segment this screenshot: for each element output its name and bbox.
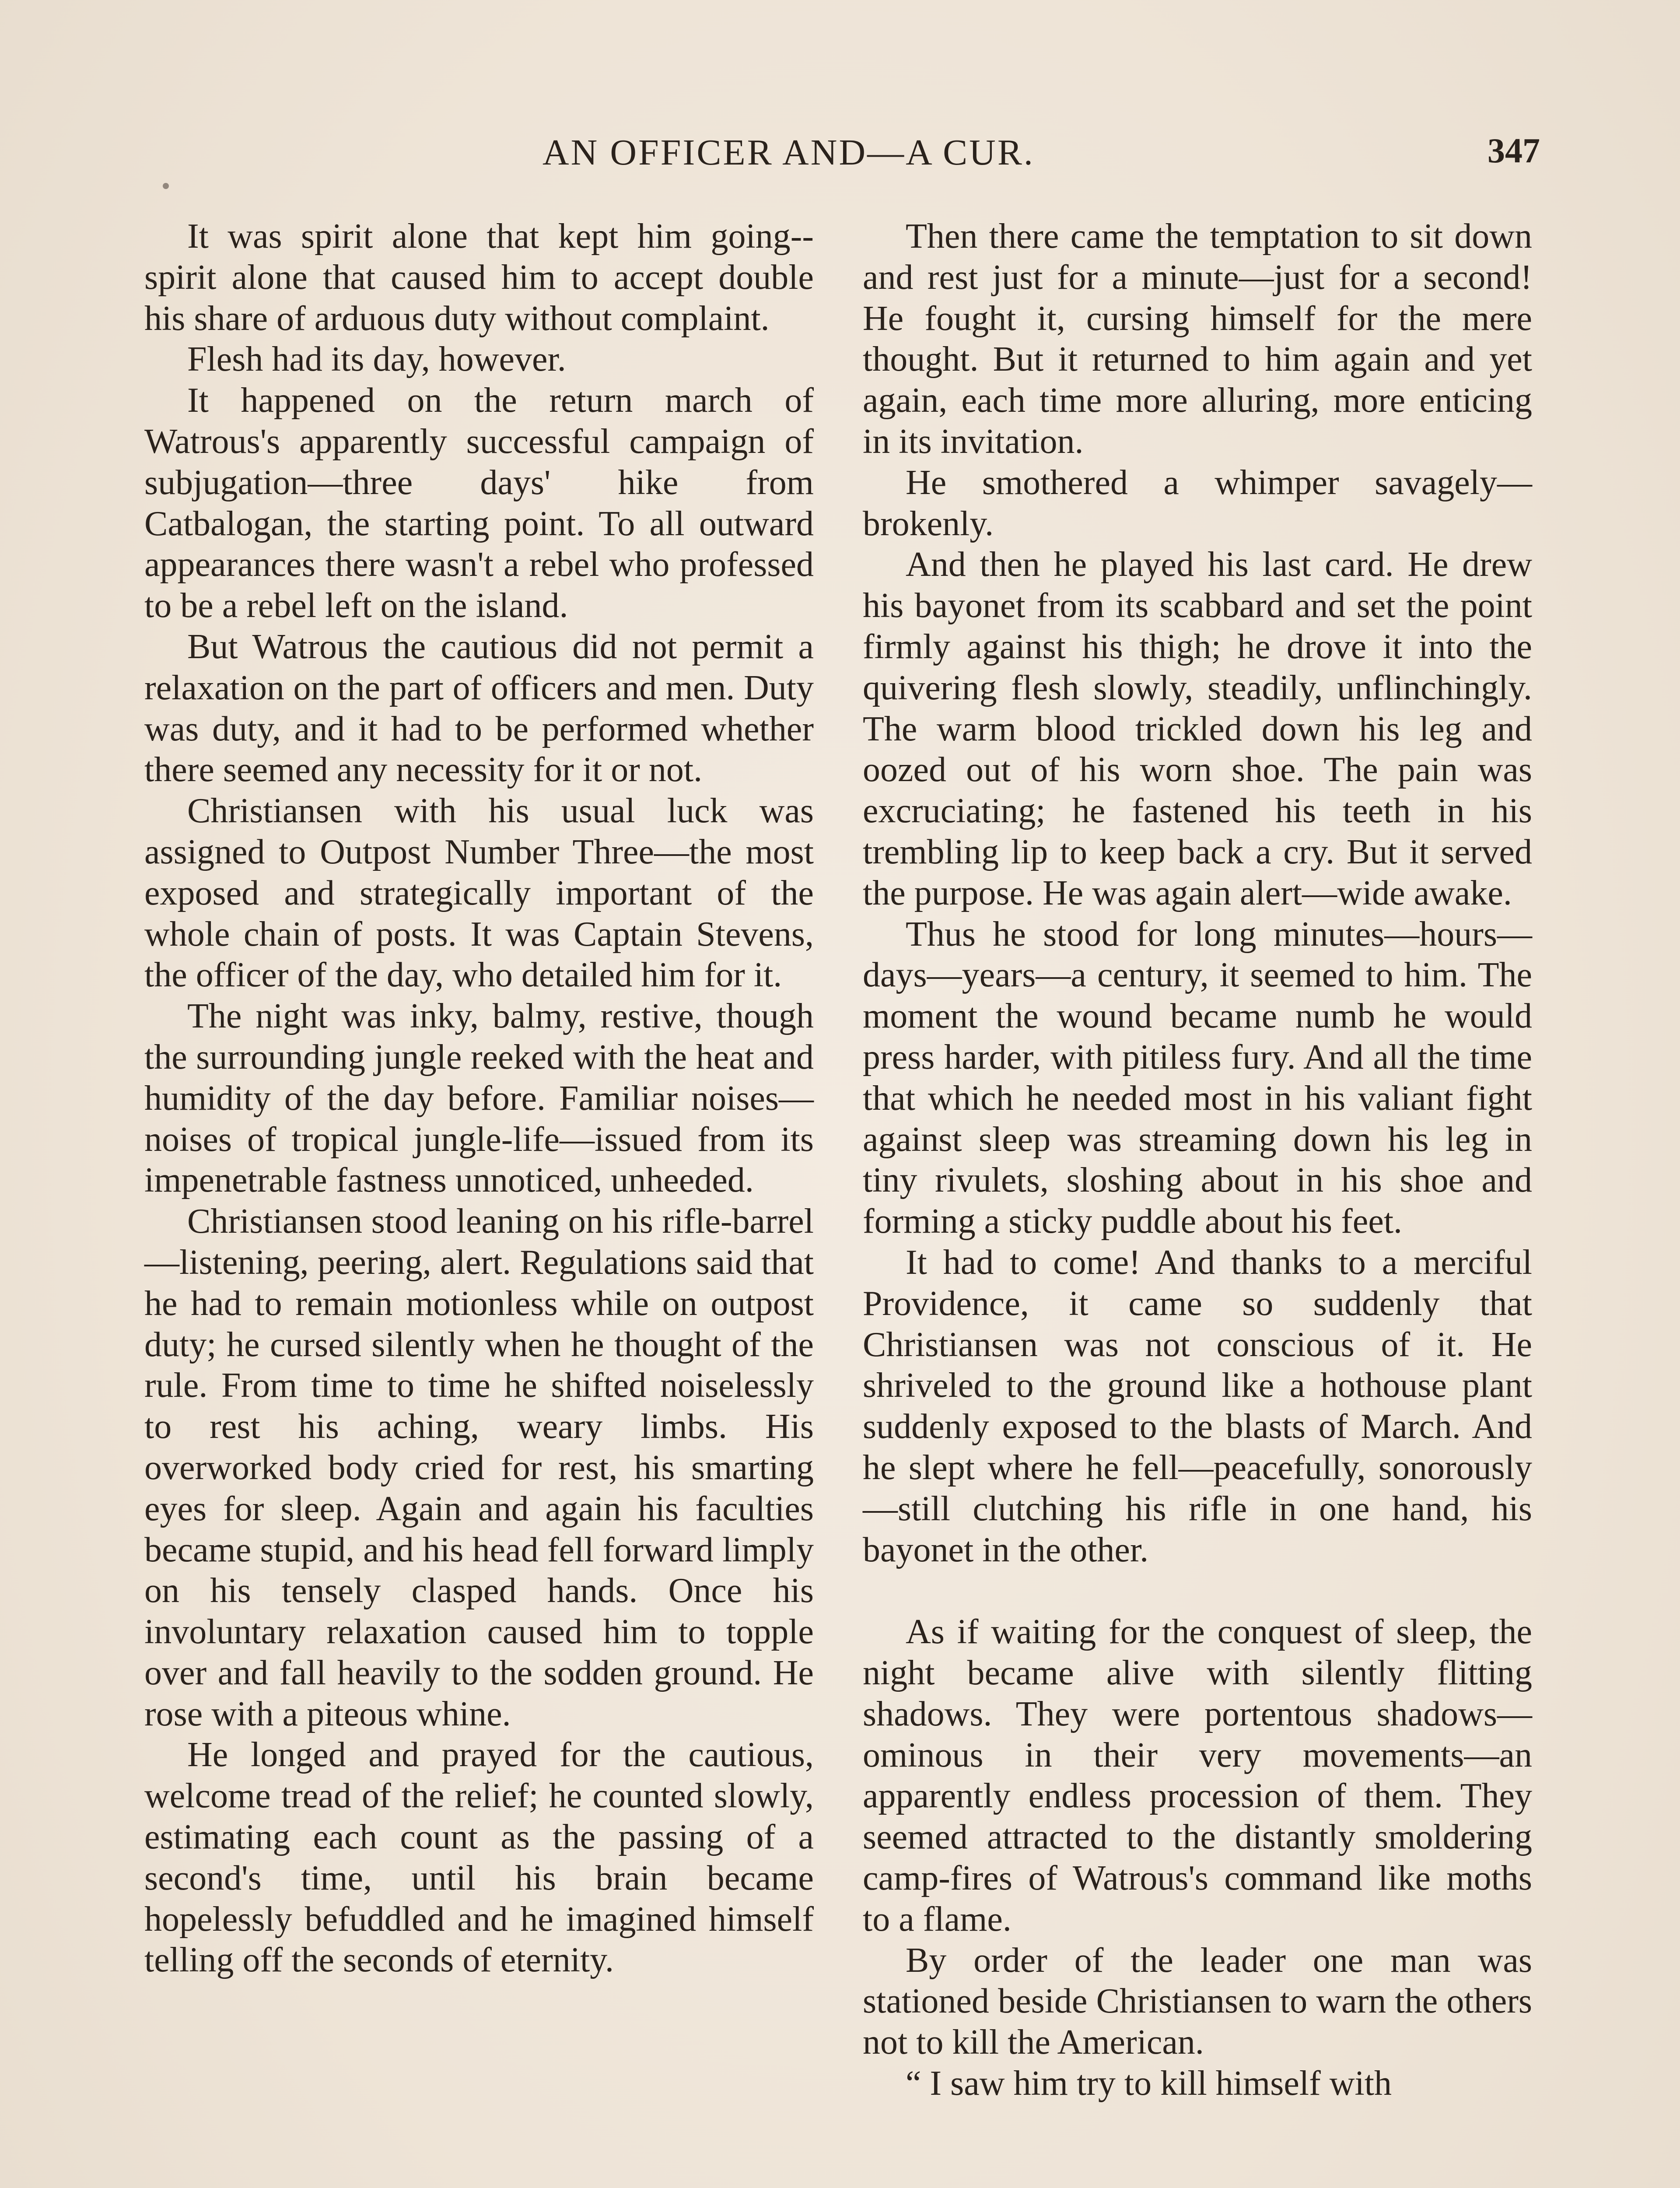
paragraph: It had to come! And thanks to a merciful Providence, it came so suddenly that Christiansen was not conscious of it. He shriveled to the ground like a hothouse plant suddenly exposed to the blasts of March. And he slept where he fell—peacefully, sonorously—still clutching his rifle in one hand, his bayonet in the other.: [863, 1243, 1532, 1569]
paragraph: He longed and prayed for the cautious, welcome tread of the relief; he counted slowly, estimating each count as the passing of a second's time, until his brain became hopelessly befuddled and he imagined himself telling off the seconds of eternity.: [144, 1736, 814, 1980]
paragraph: The night was inky, balmy, restive, though the surrounding jungle reeked with the heat and humidity of the day before. Familiar noises—noises of tropical jungle-life—issued from its impenetrable fastness unnoticed, unheeded.: [144, 997, 814, 1200]
right-column: [863, 216, 1532, 2104]
paragraph: He smothered a whimper savagely—brokenly.: [863, 463, 1532, 543]
paragraph: Christiansen with his usual luck was assigned to Outpost Number Three—the most exposed and strategically important of the whole chain of posts. It was Captain Stevens, the officer of the day, who detailed him for it.: [144, 792, 814, 995]
paragraph: As if waiting for the conquest of sleep, the night became alive with silently flitting shadows. They were portentous shadows—ominous in their very movements—an apparently endless procession of them. They seemed attracted to the distantly smoldering camp-fires of Watrous's command like moths to a flame.: [863, 1613, 1532, 1939]
page-header: [0, 131, 1680, 184]
ink-speck: [163, 183, 169, 189]
paragraph: And then he played his last card. He drew his bayonet from its scabbard and set the point firmly against his thigh; he drove it into the quivering flesh slowly, steadily, unflinchingly. The warm blood trickled down his leg and oozed out of his worn shoe. The pain was excruciating; he fastened his teeth in his trembling lip to keep back a cry. But it served the purpose. He was again alert—wide awake.: [863, 545, 1532, 912]
paragraph: But Watrous the cautious did not permit a relaxation on the part of officers and men. Duty was duty, and it had to be performed whether there seemed any necessity for it or not.: [144, 627, 814, 789]
paragraph: “ I saw him try to kill himself with: [906, 2064, 1392, 2103]
paragraph: Then there came the temptation to sit down and rest just for a minute—just for a second! He fought it, cursing himself for the mere thought. But it returned to him again and yet again, each time more alluring, more enticing in its invitation.: [863, 217, 1532, 461]
paragraph: Christiansen stood leaning on his rifle-barrel—listening, peering, alert. Regulations said that he had to remain motionless while on outpost duty; he cursed silently when he thought of the rule. From time to time he shifted noiselessly to rest his aching, weary limbs. His overworked body cried for rest, his smarting eyes for sleep. Again and again his faculties became stupid, and his head fell forward limply on his tensely clasped hands. Once his involuntary relaxation caused him to topple over and fall heavily to the sodden ground. He rose with a piteous whine.: [144, 1202, 814, 1733]
paragraph: It happened on the return march of Watrous's apparently successful campaign of subjugation—three days' hike from Catbalogan, the starting point. To all outward appearances there wasn't a rebel who professed to be a rebel left on the island.: [144, 381, 814, 625]
section-break: [863, 1571, 1532, 1612]
left-column: [144, 216, 814, 1981]
paragraph: Thus he stood for long minutes—hours—days—years—a century, it seemed to him. The moment the wound became numb he would press harder, with pitiless fury. And all the time that which he needed most in his valiant fight against sleep was streaming down his leg in tiny rivulets, sloshing about in his shoe and forming a sticky puddle about his feet.: [863, 915, 1532, 1241]
paragraph: It was spirit alone that kept him going--spirit alone that caused him to accept double his share of arduous duty without complaint.: [144, 217, 814, 338]
paragraph: Flesh had its day, however.: [187, 340, 566, 379]
page-number: 347: [1488, 132, 1540, 170]
running-title: AN OFFICER AND—A CUR.: [542, 132, 1035, 173]
paragraph: By order of the leader one man was stationed beside Christiansen to warn the others not to kill the American.: [863, 1941, 1532, 2062]
